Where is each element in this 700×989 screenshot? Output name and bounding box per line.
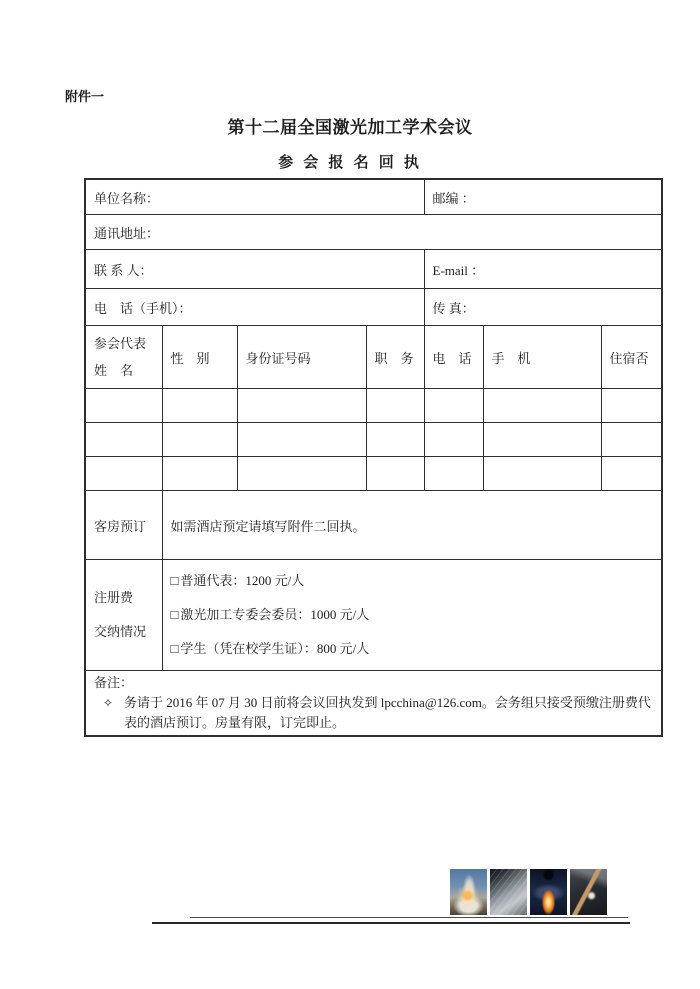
delegate-name-header-line2: 姓 名 (94, 363, 134, 378)
delegate-cell[interactable] (366, 389, 424, 423)
fax-label: 传 真： (432, 300, 475, 316)
accommodation-header: 住宿否 (601, 326, 662, 389)
delegate-cell[interactable] (162, 423, 237, 457)
email-cell[interactable] (424, 250, 662, 289)
footer-photo-strip (450, 869, 607, 915)
diamond-bullet-icon: ✧ (103, 696, 114, 710)
delegate-cell[interactable] (601, 389, 662, 423)
address-cell[interactable] (85, 215, 662, 250)
remark-text: 务请于 2016 年 07 月 30 日前将会议回执发到 lpcchina@126.com。会务组只接受预缴注册费代表的酒店预订。房量有限，订完即止。 (124, 695, 651, 730)
unit-name-label: 单位名称： (94, 190, 160, 206)
fax-cell[interactable] (424, 289, 662, 326)
delegate-row-3 (85, 457, 662, 491)
mobile-header: 手 机 (483, 326, 601, 389)
delegate-name-header-line1: 参会代表 (94, 336, 147, 351)
fee-option-student[interactable] (171, 632, 654, 666)
delegate-cell[interactable] (424, 457, 483, 491)
delegate-cell[interactable] (366, 457, 424, 491)
footer-rule-thick (152, 922, 630, 924)
email-label: E-mail ： (432, 262, 485, 278)
phone-label: 电 话（手机）： (94, 300, 192, 316)
delegate-cell[interactable] (483, 389, 601, 423)
delegate-cell[interactable] (483, 423, 601, 457)
row-registration-fee (85, 560, 662, 671)
delegate-row-1 (85, 389, 662, 423)
delegate-cell[interactable] (237, 423, 366, 457)
fee-option-student-label: 学生（凭在校学生证）：800 元/人 (180, 641, 370, 656)
page-subtitle: 参 会 报 名 回 执 (278, 154, 422, 171)
row-phone-fax (85, 289, 662, 326)
delegate-cell[interactable] (237, 389, 366, 423)
phone-cell[interactable] (85, 289, 424, 326)
delegate-row-2 (85, 423, 662, 457)
row-remarks (85, 671, 662, 737)
remark-item (94, 693, 653, 733)
registration-form-table (84, 178, 663, 737)
contact-cell[interactable] (85, 250, 424, 289)
delegate-cell[interactable] (162, 389, 237, 423)
checkbox-icon[interactable]: □ (170, 641, 179, 656)
registration-fee-label-cell (85, 560, 162, 671)
row-address (85, 215, 662, 250)
room-booking-note: 如需酒店预定请填写附件二回执。 (170, 518, 366, 534)
delegate-cell[interactable] (424, 389, 483, 423)
delegate-cell[interactable] (162, 457, 237, 491)
delegate-cell[interactable] (424, 423, 483, 457)
delegate-name-header (85, 326, 162, 389)
gender-header: 性 别 (162, 326, 237, 389)
page-title: 第十二届全国激光加工学术会议 (227, 118, 473, 137)
registration-fee-options-cell (162, 560, 662, 671)
rocket-launch-photo (450, 869, 487, 915)
position-header: 职 务 (366, 326, 424, 389)
row-contact (85, 250, 662, 289)
phone-header: 电 话 (424, 326, 483, 389)
laser-flame-photo (530, 869, 567, 915)
row-room-booking (85, 491, 662, 560)
registration-fee-label-line1: 注册费 (94, 590, 134, 605)
delegate-cell[interactable] (85, 457, 162, 491)
delegate-cell[interactable] (85, 423, 162, 457)
delegate-cell[interactable] (85, 389, 162, 423)
delegate-cell[interactable] (601, 423, 662, 457)
room-booking-label-cell: 客房预订 (85, 491, 162, 560)
remarks-label: 备注： (94, 675, 134, 690)
footer-rule-thin (190, 917, 628, 918)
id-number-header: 身份证号码 (237, 326, 366, 389)
delegate-header-row (85, 326, 662, 389)
postcode-cell[interactable] (424, 179, 662, 215)
row-unit-name (85, 179, 662, 215)
unit-name-cell[interactable] (85, 179, 424, 215)
fee-option-regular[interactable] (171, 564, 654, 598)
delegate-cell[interactable] (237, 457, 366, 491)
checkbox-icon[interactable]: □ (170, 573, 179, 588)
remarks-cell (85, 671, 662, 737)
registration-fee-label-line2: 交纳情况 (94, 624, 147, 639)
address-label: 通讯地址： (94, 225, 160, 241)
contact-label: 联 系 人： (94, 262, 153, 278)
laser-processing-photo (570, 869, 607, 915)
delegate-cell[interactable] (601, 457, 662, 491)
attachment-label: 附件一 (65, 89, 105, 104)
laser-machine-photo (490, 869, 527, 915)
fee-option-committee-member[interactable] (171, 598, 654, 632)
fee-option-committee-member-label: 激光加工专委会委员：1000 元/人 (180, 607, 370, 622)
room-booking-note-cell (162, 491, 662, 560)
postcode-label: 邮编 ： (432, 190, 475, 206)
delegate-cell[interactable] (483, 457, 601, 491)
delegate-cell[interactable] (366, 423, 424, 457)
checkbox-icon[interactable]: □ (170, 607, 179, 622)
fee-option-regular-label: 普通代表：1200 元/人 (180, 573, 305, 588)
